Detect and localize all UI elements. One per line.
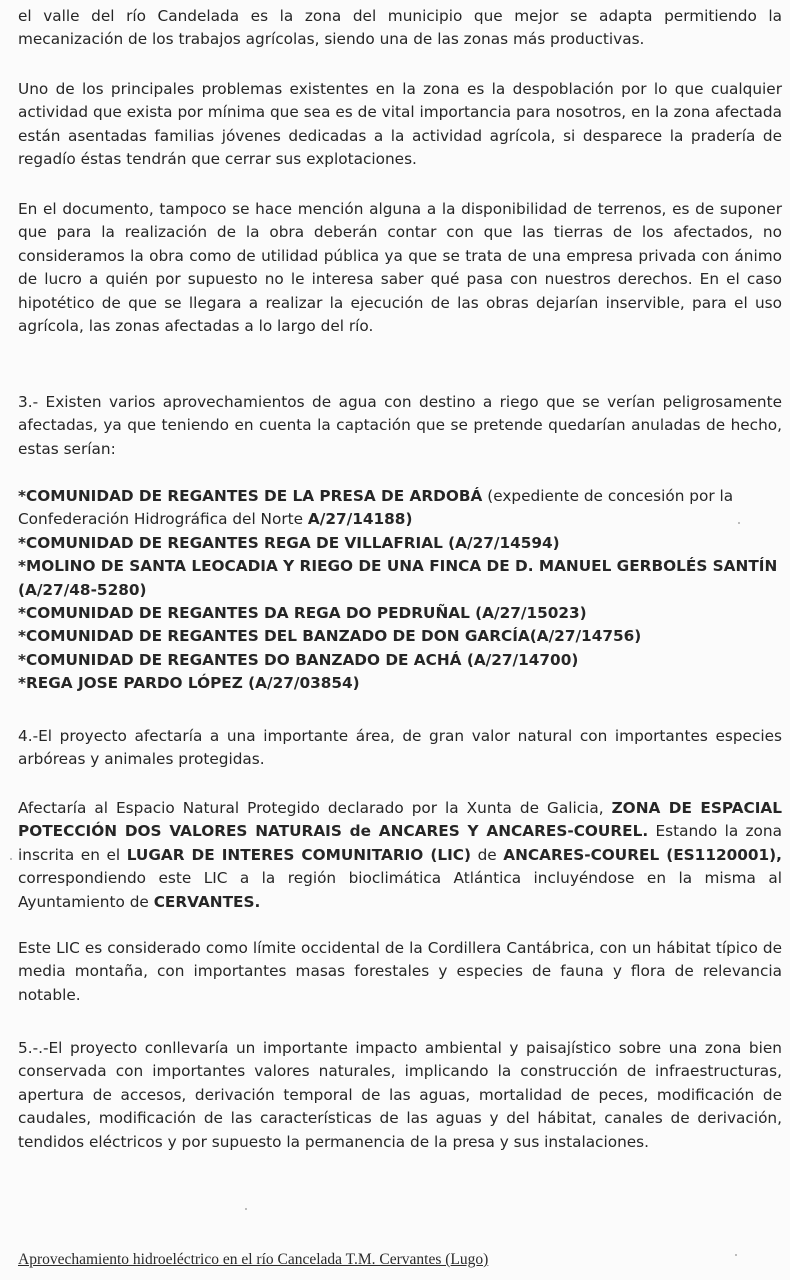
- paragraph-terrenos: En el documento, tampoco se hace mención alguna a la disponibilidad de terrenos, es de suponer que para la realización de la obra deberán contar con que las tierras de los afectados, no consideramos la obra como de utilidad pública ya que se trata de una empresa privada con ánimo de lucro a quién por supuesto no le interesa saber qué pasa con nuestros derechos. En el caso hipotético de que se llegara a realizar la ejecución de las obras dejarían inservible, para el uso agrícola, las zonas afectadas a lo largo del río.: [18, 200, 782, 336]
- espacio-zona-name: ZONA DE ESPACIAL POTECCIÓN DOS VALORES NATURAIS de ANCARES Y ANCARES-COUREL.: [18, 799, 782, 841]
- espacio-lic-name: LUGAR DE INTERES COMUNITARIO (LIC): [126, 845, 471, 864]
- point-3-intro: 3.- Existen varios aprovechamientos de agua con destino a riego que se verían peligrosamente afectadas, ya que teniendo en cuenta la captación que se pretende quedarían anuladas de hecho, estas serían:: [18, 393, 782, 458]
- espacio-text-1: Afectaría al Espacio Natural Protegido declarado por la Xunta de Galicia,: [18, 799, 612, 817]
- list-item-title: *COMUNIDAD DE REGANTES DE LA PRESA DE ARDOBÁ: [18, 487, 483, 505]
- list-item: *COMUNIDAD DE REGANTES DEL BANZADO DE DON GARCÍA(A/27/14756): [18, 627, 642, 646]
- espacio-municipality: CERVANTES.: [153, 892, 261, 911]
- scan-speck: [735, 1254, 737, 1256]
- scan-speck: [738, 522, 740, 524]
- paragraph-intro: el valle del río Candelada es la zona del municipio que mejor se adapta permitiendo la mecanización de los trabajos agrícolas, siendo una de las zonas más productivas.: [18, 7, 782, 49]
- list-item-code: A/27/14188): [307, 510, 413, 529]
- espacio-text-3: de: [471, 845, 504, 864]
- list-item: *COMUNIDAD DE REGANTES DA REGA DO PEDRUÑAL (A/27/15023): [18, 604, 587, 623]
- espacio-text-2: Estando la zona inscrita en el: [18, 822, 782, 864]
- paragraph-lic: Este LIC es considerado como límite occidental de la Cordillera Cantábrica, con un hábitat típico de media montaña, con importantes masas forestales y especies de fauna y flora de relevancia notable.: [18, 939, 782, 1004]
- list-item: *MOLINO DE SANTA LEOCADIA Y RIEGO DE UNA FINCA DE D. MANUEL GERBOLÉS SANTÍN (A/27/48-5280): [18, 557, 778, 599]
- scan-speck: [10, 858, 12, 860]
- paragraph-espacio-natural: [18, 797, 782, 914]
- list-item: *REGA JOSE PARDO LÓPEZ (A/27/03854): [18, 674, 360, 693]
- scan-speck: [245, 1208, 247, 1210]
- list-item-detail: (expediente de concesión por la Confederación Hidrográfica del Norte: [18, 487, 734, 529]
- list-item: *COMUNIDAD DE REGANTES REGA DE VILLAFRIAL (A/27/14594): [18, 533, 560, 552]
- list-item: [18, 485, 782, 532]
- point-5: 5.-.-El proyecto conllevaría un importante impacto ambiental y paisajístico sobre una zona bien conservada con importantes valores naturales, implicando la construcción de infraestructuras, apertura de accesos, derivación temporal de las aguas, mortalidad de peces, modificación de caudales, modificación de las características de las aguas y del hábitat, canales de derivación, tendidos eléctricos y por supuesto la permanencia de la presa y sus instalaciones.: [18, 1039, 782, 1151]
- espacio-lic-code: ANCARES-COUREL (ES1120001),: [503, 845, 782, 864]
- irrigation-list: [18, 485, 782, 696]
- paragraph-despoblacion: Uno de los principales problemas existentes en la zona es la despoblación por lo que cualquier actividad que exista por mínima que sea es de vital importancia para nosotros, en la zona afectada están asentadas familias jóvenes dedicadas a la actividad agrícola, si desparece la pradería de regadío éstas tendrán que cerrar sus explotaciones.: [18, 80, 782, 169]
- page-footer: Aprovechamiento hidroeléctrico en el río Cancelada T.M. Cervantes (Lugo): [18, 1251, 489, 1268]
- list-item: *COMUNIDAD DE REGANTES DO BANZADO DE ACHÁ (A/27/14700): [18, 650, 579, 669]
- point-4: 4.-El proyecto afectaría a una importante área, de gran valor natural con importantes especies arbóreas y animales protegidas.: [18, 727, 782, 769]
- espacio-text-4: correspondiendo este LIC a la región bioclimática Atlántica incluyéndose en la misma al Ayuntamiento de: [18, 869, 782, 911]
